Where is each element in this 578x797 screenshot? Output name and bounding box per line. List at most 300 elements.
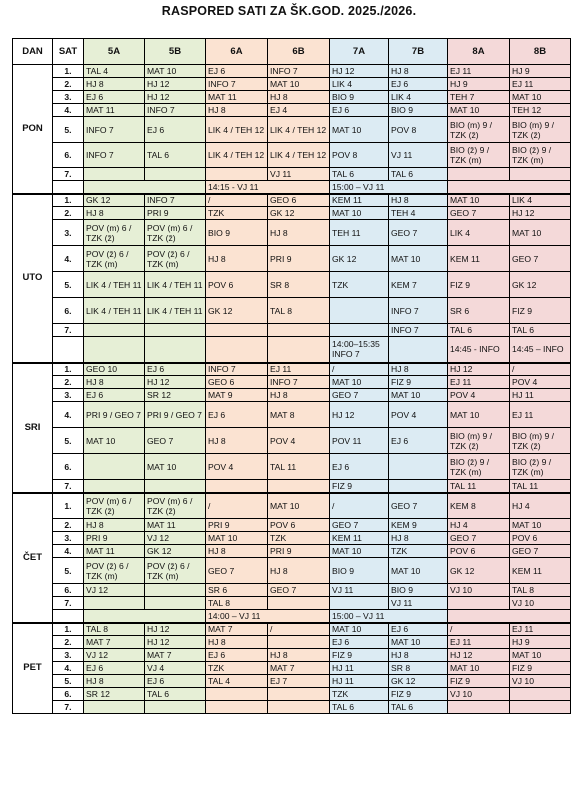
lesson-cell-8a: VJ 10: [448, 584, 510, 597]
lesson-cell-7b: INFO 7: [389, 324, 448, 337]
lesson-cell-7b: HJ 8: [389, 65, 448, 78]
header-row: [13, 39, 571, 65]
lesson-cell-6b: [268, 701, 330, 714]
lesson-cell-7a: GEO 7: [330, 519, 389, 532]
lesson-cell-7a: MAT 10: [330, 545, 389, 558]
lesson-cell-8a: POV 4: [448, 389, 510, 402]
lesson-cell-7a: TZK: [330, 688, 389, 701]
lesson-cell-8b: MAT 10: [510, 649, 571, 662]
lesson-cell-8b: EJ 11: [510, 78, 571, 91]
lesson-cell-5b: HJ 12: [145, 91, 206, 104]
lesson-cell-7a: TAL 6: [330, 168, 389, 181]
lesson-cell-5a: [84, 454, 145, 480]
lesson-cell-6b: SR 8: [268, 272, 330, 298]
lesson-cell-7b: INFO 7: [389, 298, 448, 324]
lesson-cell-6b: PRI 9: [268, 545, 330, 558]
lesson-cell-5a: PRI 9: [84, 532, 145, 545]
period-number: 6.: [53, 143, 84, 168]
lesson-cell-5a: [84, 480, 145, 493]
lesson-cell-5b: POV (ž) 6 / TZK (m): [145, 558, 206, 584]
lesson-cell-7a: TEH 11: [330, 220, 389, 246]
lesson-cell-5a: [84, 337, 145, 363]
lesson-cell-5b: EJ 6: [145, 363, 206, 376]
lesson-cell-5a: EJ 6: [84, 91, 145, 104]
lesson-cell-7b: LIK 4: [389, 91, 448, 104]
period-number: 3.: [53, 91, 84, 104]
table-row: [13, 649, 571, 662]
lesson-cell-8a: EJ 11: [448, 636, 510, 649]
lesson-cell-6a: HJ 8: [206, 104, 268, 117]
header-class-5a: 5A: [84, 39, 145, 65]
lesson-cell-6a: SR 6: [206, 584, 268, 597]
lesson-cell-6a: [206, 701, 268, 714]
lesson-cell-5a: LIK 4 / TEH 11: [84, 272, 145, 298]
lesson-cell-8b: 14:45 – INFO: [510, 337, 571, 363]
period-number: 2.: [53, 376, 84, 389]
lesson-cell-7a: HJ 12: [330, 402, 389, 428]
table-row: [13, 428, 571, 454]
lesson-cell-8b: HJ 11: [510, 389, 571, 402]
lesson-cell-7b: [389, 337, 448, 363]
period-number: 7.: [53, 701, 84, 714]
period-number: 1.: [53, 194, 84, 207]
lesson-cell-5a: HJ 8: [84, 675, 145, 688]
lesson-cell-6b: [268, 480, 330, 493]
lesson-cell-5a: HJ 8: [84, 207, 145, 220]
period-number: 5.: [53, 428, 84, 454]
lesson-cell-6b: EJ 7: [268, 675, 330, 688]
lesson-cell-5b: LIK 4 / TEH 11: [145, 298, 206, 324]
timetable: [12, 38, 571, 714]
lesson-cell-6a: LIK 4 / TEH 12: [206, 143, 268, 168]
table-row: [13, 376, 571, 389]
lesson-cell-6a: [206, 480, 268, 493]
lesson-cell-6a: [206, 337, 268, 363]
table-row: [13, 220, 571, 246]
lesson-cell-5a: [84, 597, 145, 610]
lesson-cell-8b: POV 6: [510, 532, 571, 545]
lesson-cell-8b: FIZ 9: [510, 298, 571, 324]
lesson-cell-8a: EJ 11: [448, 376, 510, 389]
lesson-cell-8b: [510, 168, 571, 181]
lesson-cell-8b: TAL 6: [510, 324, 571, 337]
lesson-cell-8a: FIZ 9: [448, 272, 510, 298]
period-number: 3.: [53, 389, 84, 402]
period-number: 1.: [53, 363, 84, 376]
lesson-cell-8b: TEH 12: [510, 104, 571, 117]
lesson-cell-8a: GEO 7: [448, 532, 510, 545]
lesson-cell-6b: HJ 8: [268, 389, 330, 402]
lesson-cell-8b: VJ 10: [510, 597, 571, 610]
lesson-cell-7b: FIZ 9: [389, 376, 448, 389]
lesson-cell-5b: GK 12: [145, 545, 206, 558]
timetable-body: [13, 65, 571, 714]
lesson-cell-7a: FIZ 9: [330, 480, 389, 493]
lesson-cell-8b: [510, 688, 571, 701]
lesson-cell-7b: TAL 6: [389, 168, 448, 181]
lesson-cell-8b: FIZ 9: [510, 662, 571, 675]
afternoon-note: 14:15 - VJ 11: [206, 181, 330, 194]
lesson-cell-6b: HJ 8: [268, 220, 330, 246]
lesson-cell-6b: MAT 8: [268, 402, 330, 428]
lesson-cell-6a: EJ 6: [206, 402, 268, 428]
lesson-cell-8a: 14:45 - INFO: [448, 337, 510, 363]
lesson-cell-7b: GEO 7: [389, 493, 448, 519]
lesson-cell-8b: GEO 7: [510, 246, 571, 272]
table-row: [13, 65, 571, 78]
lesson-cell-5a: [84, 324, 145, 337]
day-label: ČET: [13, 493, 53, 623]
empty-cell: [84, 181, 206, 194]
header-class-6b: 6B: [268, 39, 330, 65]
lesson-cell-5b: POV (m) 6 / TZK (ž): [145, 220, 206, 246]
lesson-cell-6b: VJ 11: [268, 168, 330, 181]
lesson-cell-6b: INFO 7: [268, 65, 330, 78]
lesson-cell-5a: LIK 4 / TEH 11: [84, 298, 145, 324]
lesson-cell-7a: EJ 6: [330, 636, 389, 649]
lesson-cell-5b: MAT 11: [145, 519, 206, 532]
lesson-cell-7a: EJ 6: [330, 454, 389, 480]
lesson-cell-5a: PRI 9 / GEO 7: [84, 402, 145, 428]
lesson-cell-8a: GEO 7: [448, 207, 510, 220]
lesson-cell-6b: TAL 11: [268, 454, 330, 480]
period-number: [53, 610, 84, 623]
lesson-cell-7a: /: [330, 363, 389, 376]
table-row: [13, 363, 571, 376]
period-number: 2.: [53, 519, 84, 532]
lesson-cell-8b: EJ 11: [510, 402, 571, 428]
lesson-cell-7b: MAT 10: [389, 246, 448, 272]
lesson-cell-8a: HJ 4: [448, 519, 510, 532]
day-label: PET: [13, 623, 53, 714]
period-number: 1.: [53, 493, 84, 519]
table-row: [13, 662, 571, 675]
lesson-cell-7a: GEO 7: [330, 389, 389, 402]
lesson-cell-7a: BIO 9: [330, 91, 389, 104]
lesson-cell-5a: INFO 7: [84, 117, 145, 143]
lesson-cell-8a: MAT 10: [448, 662, 510, 675]
lesson-cell-6a: INFO 7: [206, 363, 268, 376]
lesson-cell-7b: TZK: [389, 545, 448, 558]
lesson-cell-8a: GK 12: [448, 558, 510, 584]
lesson-cell-5a: VJ 12: [84, 584, 145, 597]
lesson-cell-6a: MAT 7: [206, 623, 268, 636]
table-row: [13, 78, 571, 91]
lesson-cell-6a: /: [206, 493, 268, 519]
lesson-cell-8a: [448, 168, 510, 181]
period-number: 5.: [53, 117, 84, 143]
lesson-cell-8b: MAT 10: [510, 220, 571, 246]
period-number: 3.: [53, 220, 84, 246]
lesson-cell-5b: [145, 597, 206, 610]
lesson-cell-8a: BIO (ž) 9 / TZK (m): [448, 454, 510, 480]
lesson-cell-7a: VJ 11: [330, 584, 389, 597]
empty-cell: [84, 610, 206, 623]
lesson-cell-6a: TZK: [206, 207, 268, 220]
lesson-cell-6a: TZK: [206, 662, 268, 675]
lesson-cell-6b: [268, 597, 330, 610]
lesson-cell-8a: MAT 10: [448, 194, 510, 207]
lesson-cell-5a: SR 12: [84, 688, 145, 701]
lesson-cell-8b: TAL 8: [510, 584, 571, 597]
header-class-5b: 5B: [145, 39, 206, 65]
lesson-cell-5b: MAT 10: [145, 454, 206, 480]
lesson-cell-8b: LIK 4: [510, 194, 571, 207]
table-row: [13, 519, 571, 532]
lesson-cell-8b: BIO (ž) 9 / TZK (m): [510, 143, 571, 168]
lesson-cell-7a: HJ 11: [330, 662, 389, 675]
lesson-cell-8a: HJ 12: [448, 649, 510, 662]
lesson-cell-5b: VJ 12: [145, 532, 206, 545]
period-number: [53, 181, 84, 194]
lesson-cell-7a: KEM 11: [330, 532, 389, 545]
lesson-cell-8b: VJ 10: [510, 675, 571, 688]
period-number: 7.: [53, 324, 84, 337]
lesson-cell-6b: [268, 636, 330, 649]
lesson-cell-7b: FIZ 9: [389, 688, 448, 701]
lesson-cell-8a: TAL 11: [448, 480, 510, 493]
table-row: [13, 207, 571, 220]
table-row: [13, 181, 571, 194]
lesson-cell-6b: PRI 9: [268, 246, 330, 272]
lesson-cell-5b: MAT 10: [145, 65, 206, 78]
lesson-cell-7a: /: [330, 493, 389, 519]
lesson-cell-6b: TZK: [268, 532, 330, 545]
table-row: [13, 143, 571, 168]
lesson-cell-5a: [84, 168, 145, 181]
lesson-cell-6b: HJ 8: [268, 649, 330, 662]
lesson-cell-8a: BIO (m) 9 / TZK (ž): [448, 428, 510, 454]
lesson-cell-5a: POV (m) 6 / TZK (ž): [84, 220, 145, 246]
lesson-cell-7b: KEM 9: [389, 519, 448, 532]
afternoon-note: 15:00 – VJ 11: [330, 181, 448, 194]
afternoon-note: 14:00 – VJ 11: [206, 610, 330, 623]
lesson-cell-7a: EJ 6: [330, 104, 389, 117]
lesson-cell-5a: HJ 8: [84, 376, 145, 389]
lesson-cell-6a: TAL 8: [206, 597, 268, 610]
lesson-cell-5b: HJ 12: [145, 376, 206, 389]
lesson-cell-5a: TAL 8: [84, 623, 145, 636]
lesson-cell-7b: EJ 6: [389, 428, 448, 454]
lesson-cell-7a: FIZ 9: [330, 649, 389, 662]
table-row: [13, 688, 571, 701]
lesson-cell-7b: EJ 6: [389, 623, 448, 636]
lesson-cell-8a: KEM 11: [448, 246, 510, 272]
empty-cell: [448, 610, 571, 623]
header-class-8a: 8A: [448, 39, 510, 65]
lesson-cell-8a: TAL 6: [448, 324, 510, 337]
lesson-cell-5b: EJ 6: [145, 117, 206, 143]
lesson-cell-6a: POV 4: [206, 454, 268, 480]
lesson-cell-5a: HJ 8: [84, 519, 145, 532]
lesson-cell-6b: MAT 7: [268, 662, 330, 675]
lesson-cell-6b: INFO 7: [268, 376, 330, 389]
lesson-cell-7b: GK 12: [389, 675, 448, 688]
period-number: 3.: [53, 532, 84, 545]
lesson-cell-6b: GEO 6: [268, 194, 330, 207]
lesson-cell-8a: SR 6: [448, 298, 510, 324]
lesson-cell-5b: INFO 7: [145, 194, 206, 207]
lesson-cell-7b: POV 8: [389, 117, 448, 143]
lesson-cell-5a: POV (ž) 6 / TZK (m): [84, 558, 145, 584]
lesson-cell-6a: MAT 10: [206, 532, 268, 545]
table-row: [13, 168, 571, 181]
lesson-cell-8a: [448, 701, 510, 714]
lesson-cell-5b: SR 12: [145, 389, 206, 402]
lesson-cell-7b: EJ 6: [389, 78, 448, 91]
lesson-cell-7b: VJ 11: [389, 597, 448, 610]
lesson-cell-5b: POV (m) 6 / TZK (ž): [145, 493, 206, 519]
lesson-cell-5b: TAL 6: [145, 688, 206, 701]
lesson-cell-6b: [268, 688, 330, 701]
lesson-cell-5b: TAL 6: [145, 143, 206, 168]
lesson-cell-8a: EJ 11: [448, 65, 510, 78]
period-number: 2.: [53, 636, 84, 649]
lesson-cell-5a: VJ 12: [84, 649, 145, 662]
lesson-cell-7b: VJ 11: [389, 143, 448, 168]
lesson-cell-7a: 14:00–15:35 INFO 7: [330, 337, 389, 363]
lesson-cell-5b: HJ 12: [145, 636, 206, 649]
lesson-cell-8a: FIZ 9: [448, 675, 510, 688]
lesson-cell-8a: MAT 10: [448, 104, 510, 117]
table-row: [13, 337, 571, 363]
day-label: PON: [13, 65, 53, 194]
lesson-cell-6a: HJ 8: [206, 636, 268, 649]
table-row: [13, 117, 571, 143]
lesson-cell-5b: PRI 9: [145, 207, 206, 220]
lesson-cell-5a: INFO 7: [84, 143, 145, 168]
lesson-cell-5a: EJ 6: [84, 389, 145, 402]
period-number: 4.: [53, 246, 84, 272]
header-sat: SAT: [53, 39, 84, 65]
lesson-cell-5a: HJ 8: [84, 78, 145, 91]
lesson-cell-6a: GK 12: [206, 298, 268, 324]
lesson-cell-7a: GK 12: [330, 246, 389, 272]
lesson-cell-7b: MAT 10: [389, 636, 448, 649]
lesson-cell-8b: BIO (ž) 9 / TZK (m): [510, 454, 571, 480]
period-number: 6.: [53, 298, 84, 324]
period-number: [53, 337, 84, 363]
empty-cell: [448, 181, 571, 194]
lesson-cell-7b: HJ 8: [389, 532, 448, 545]
lesson-cell-8a: POV 6: [448, 545, 510, 558]
lesson-cell-6b: [268, 337, 330, 363]
lesson-cell-7a: POV 8: [330, 143, 389, 168]
lesson-cell-5b: [145, 480, 206, 493]
lesson-cell-5a: EJ 6: [84, 662, 145, 675]
lesson-cell-5b: [145, 324, 206, 337]
lesson-cell-5a: POV (m) 6 / TZK (ž): [84, 493, 145, 519]
lesson-cell-6a: [206, 168, 268, 181]
lesson-cell-5b: GEO 7: [145, 428, 206, 454]
lesson-cell-6b: GK 12: [268, 207, 330, 220]
lesson-cell-6b: MAT 10: [268, 493, 330, 519]
lesson-cell-6b: TAL 8: [268, 298, 330, 324]
lesson-cell-7a: MAT 10: [330, 376, 389, 389]
period-number: 1.: [53, 623, 84, 636]
period-number: 6.: [53, 454, 84, 480]
lesson-cell-8a: /: [448, 623, 510, 636]
lesson-cell-8a: HJ 12: [448, 363, 510, 376]
lesson-cell-5b: HJ 12: [145, 78, 206, 91]
period-number: 2.: [53, 78, 84, 91]
lesson-cell-6a: MAT 9: [206, 389, 268, 402]
period-number: 4.: [53, 545, 84, 558]
lesson-cell-7b: [389, 454, 448, 480]
day-label: SRI: [13, 363, 53, 493]
lesson-cell-7b: GEO 7: [389, 220, 448, 246]
lesson-cell-8b: GEO 7: [510, 545, 571, 558]
lesson-cell-5a: POV (ž) 6 / TZK (m): [84, 246, 145, 272]
lesson-cell-7b: POV 4: [389, 402, 448, 428]
lesson-cell-8b: MAT 10: [510, 519, 571, 532]
lesson-cell-7a: MAT 10: [330, 117, 389, 143]
header-class-7a: 7A: [330, 39, 389, 65]
table-row: [13, 104, 571, 117]
lesson-cell-6b: HJ 8: [268, 91, 330, 104]
table-row: [13, 272, 571, 298]
header-class-6a: 6A: [206, 39, 268, 65]
table-row: [13, 324, 571, 337]
lesson-cell-7b: SR 8: [389, 662, 448, 675]
lesson-cell-6a: EJ 6: [206, 65, 268, 78]
table-row: [13, 480, 571, 493]
lesson-cell-8b: HJ 4: [510, 493, 571, 519]
lesson-cell-6b: EJ 4: [268, 104, 330, 117]
lesson-cell-5b: [145, 701, 206, 714]
lesson-cell-8a: BIO (ž) 9 / TZK (m): [448, 143, 510, 168]
lesson-cell-5b: MAT 7: [145, 649, 206, 662]
lesson-cell-5a: MAT 11: [84, 104, 145, 117]
period-number: 6.: [53, 584, 84, 597]
period-number: 6.: [53, 688, 84, 701]
lesson-cell-5a: MAT 11: [84, 545, 145, 558]
lesson-cell-7a: [330, 597, 389, 610]
lesson-cell-8b: /: [510, 363, 571, 376]
lesson-cell-7b: [389, 480, 448, 493]
period-number: 1.: [53, 65, 84, 78]
period-number: 4.: [53, 662, 84, 675]
lesson-cell-6b: POV 4: [268, 428, 330, 454]
lesson-cell-8b: HJ 12: [510, 207, 571, 220]
table-row: [13, 91, 571, 104]
lesson-cell-5b: INFO 7: [145, 104, 206, 117]
lesson-cell-7b: BIO 9: [389, 104, 448, 117]
lesson-cell-5a: TAL 4: [84, 65, 145, 78]
lesson-cell-8b: MAT 10: [510, 91, 571, 104]
lesson-cell-8a: [448, 597, 510, 610]
lesson-cell-6a: HJ 8: [206, 545, 268, 558]
lesson-cell-6b: EJ 11: [268, 363, 330, 376]
lesson-cell-5a: MAT 10: [84, 428, 145, 454]
lesson-cell-8b: KEM 11: [510, 558, 571, 584]
lesson-cell-6b: LIK 4 / TEH 12: [268, 117, 330, 143]
lesson-cell-7b: HJ 8: [389, 194, 448, 207]
lesson-cell-6a: [206, 324, 268, 337]
lesson-cell-7a: [330, 298, 389, 324]
lesson-cell-7b: HJ 8: [389, 649, 448, 662]
lesson-cell-5b: HJ 12: [145, 623, 206, 636]
lesson-cell-6a: GEO 6: [206, 376, 268, 389]
lesson-cell-6a: MAT 11: [206, 91, 268, 104]
lesson-cell-5a: [84, 701, 145, 714]
lesson-cell-5b: LIK 4 / TEH 11: [145, 272, 206, 298]
lesson-cell-6b: MAT 10: [268, 78, 330, 91]
lesson-cell-8a: HJ 9: [448, 78, 510, 91]
period-number: 4.: [53, 104, 84, 117]
table-row: [13, 675, 571, 688]
lesson-cell-8a: TEH 7: [448, 91, 510, 104]
